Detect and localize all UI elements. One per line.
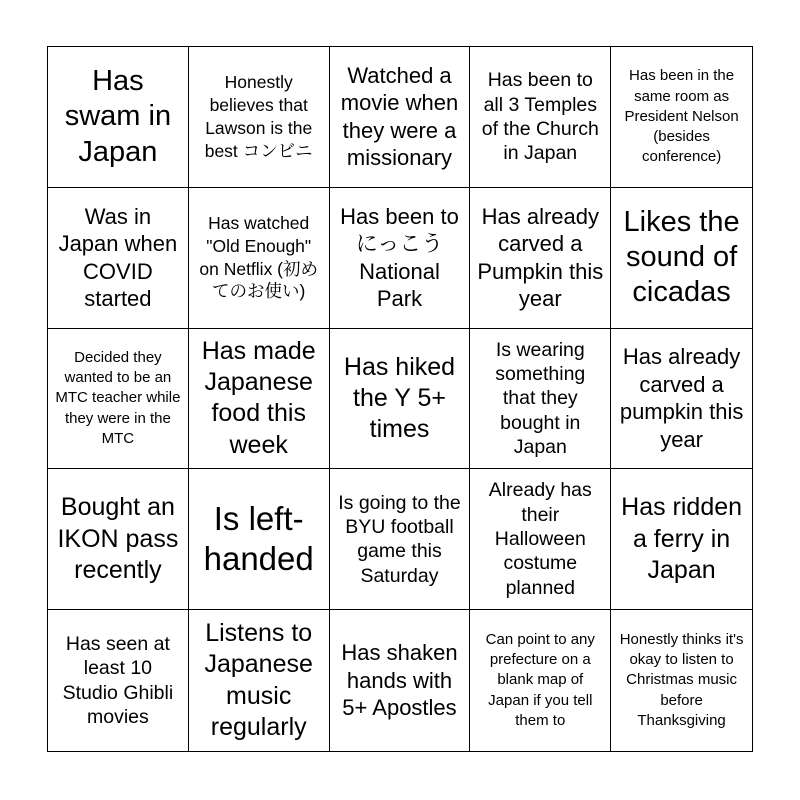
bingo-cell-text: Has made Japanese food this week <box>201 336 316 459</box>
bingo-cell-text: Has been to にっこう National Park <box>340 203 459 312</box>
bingo-cell-text: Bought an IKON pass recently <box>57 493 179 584</box>
bingo-cell-17[interactable] <box>189 469 330 610</box>
bingo-cell-text: Listens to Japanese music regularly <box>204 619 313 741</box>
bingo-cell-25[interactable] <box>611 610 752 751</box>
bingo-board <box>47 46 753 752</box>
bingo-cell-23[interactable] <box>330 610 471 751</box>
bingo-cell-3[interactable] <box>330 47 471 188</box>
bingo-cell-10[interactable] <box>611 188 752 329</box>
bingo-cell-text: Can point to any prefecture on a blank map of Japan if you tell them to <box>485 630 595 729</box>
bingo-cell-24[interactable] <box>470 610 611 751</box>
bingo-cell-7[interactable] <box>189 188 330 329</box>
bingo-cell-13[interactable] <box>330 329 471 470</box>
bingo-cell-9[interactable] <box>470 188 611 329</box>
bingo-cell-22[interactable] <box>189 610 330 751</box>
bingo-cell-4[interactable] <box>470 47 611 188</box>
bingo-cell-20[interactable] <box>611 469 752 610</box>
bingo-cell-6[interactable] <box>48 188 189 329</box>
bingo-cell-text: Has already carved a Pumpkin this year <box>477 203 604 312</box>
bingo-cell-21[interactable] <box>48 610 189 751</box>
bingo-cell-text: Has watched "Old Enough" on Netflix (初めてのお使い) <box>199 213 319 302</box>
bingo-cell-8[interactable] <box>330 188 471 329</box>
bingo-cell-text: Has been in the same room as President Nelson (besides conference) <box>624 67 739 166</box>
bingo-cell-18[interactable] <box>330 469 471 610</box>
bingo-cell-2[interactable] <box>189 47 330 188</box>
bingo-cell-19[interactable] <box>470 469 611 610</box>
bingo-cell-text: Honestly believes that Lawson is the best コンビニ <box>204 72 313 161</box>
bingo-cell-11[interactable] <box>48 329 189 470</box>
bingo-cell-text: Has swam in Japan <box>64 64 172 168</box>
bingo-cell-15[interactable] <box>611 329 752 470</box>
bingo-cell-text: Has seen at least 10 Studio Ghibli movies <box>62 632 174 728</box>
bingo-cell-text: Watched a movie when they were a missionary <box>340 62 459 171</box>
bingo-cell-text: Has already carved a pumpkin this year <box>619 344 744 452</box>
bingo-cell-5[interactable] <box>611 47 752 188</box>
bingo-cell-text: Already has their Halloween costume planned <box>488 479 592 599</box>
bingo-cell-14[interactable] <box>470 329 611 470</box>
bingo-cell-12[interactable] <box>189 329 330 470</box>
bingo-cell-text: Is wearing something that they bought in Japan <box>495 338 586 459</box>
bingo-cell-text: Was in Japan when COVID started <box>58 203 178 312</box>
bingo-cell-1[interactable] <box>48 47 189 188</box>
bingo-cell-text: Is left-handed <box>203 500 314 578</box>
bingo-cell-text: Has been to all 3 Temples of the Church in Japan <box>481 69 599 165</box>
bingo-cell-text: Decided they wanted to be an MTC teacher while they were in the MTC <box>55 348 181 447</box>
bingo-cell-text: Has hiked the Y 5+ times <box>343 352 456 444</box>
bingo-cell-text: Has ridden a ferry in Japan <box>621 493 743 584</box>
bingo-cell-16[interactable] <box>48 469 189 610</box>
bingo-cell-text: Likes the sound of cicadas <box>623 205 740 309</box>
bingo-cell-text: Honestly thinks it's okay to listen to Christmas music before Thanksgiving <box>619 630 744 729</box>
bingo-cell-text: Is going to the BYU football game this Saturday <box>338 491 461 587</box>
bingo-cell-text: Has shaken hands with 5+ Apostles <box>341 640 458 721</box>
